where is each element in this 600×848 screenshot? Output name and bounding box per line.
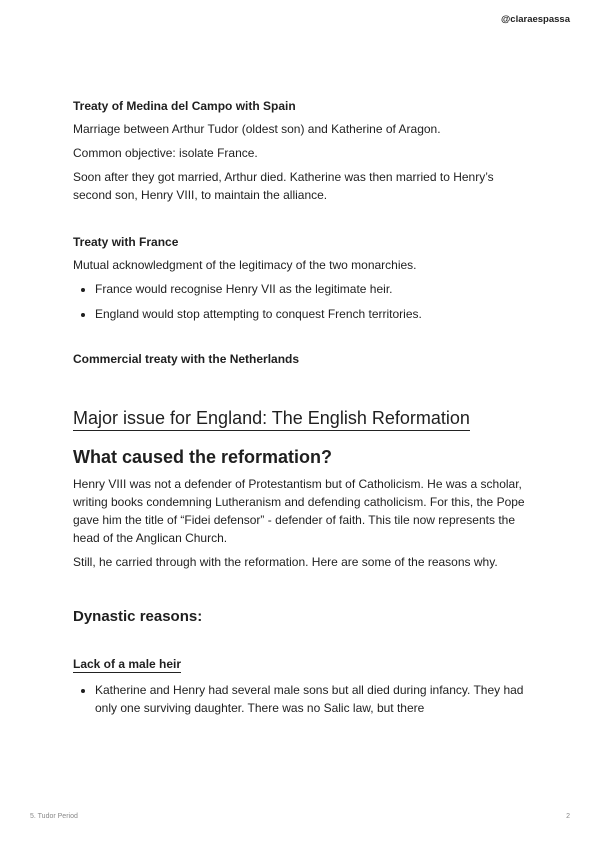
paragraph: Mutual acknowledgment of the legitimacy of the two monarchies. xyxy=(73,258,417,272)
page-content xyxy=(73,98,533,724)
paragraph: Henry VIII was not a defender of Protestantism but of Catholicism. He was a scholar, writing books condemning Lutheranism and defending catholicism. For this, the Pope gave him the title of “Fidei defensor” - defender of faith. This tile now represents the head of the Anglican Church. xyxy=(73,477,525,545)
author-handle: @claraespassa xyxy=(501,14,570,25)
heading-treaty-netherlands: Commercial treaty with the Netherlands xyxy=(73,352,300,366)
heading-what-caused: What caused the reformation? xyxy=(73,447,333,467)
footer-section-title: 5. Tudor Period xyxy=(30,813,78,820)
heading-treaty-france: Treaty with France xyxy=(73,235,179,249)
bullet-list xyxy=(73,681,533,717)
paragraph: Still, he carried through with the reformation. Here are some of the reasons why. xyxy=(73,555,498,569)
list-item: • Katherine and Henry had several male sons but all died during infancy. They had only one surviving daughter. There was no Salic law, but there xyxy=(95,681,533,717)
heading-dynastic-reasons: Dynastic reasons: xyxy=(73,608,203,625)
heading-lack-of-heir: Lack of a male heir xyxy=(73,657,182,671)
list-item: • France would recognise Henry VII as the legitimate heir. xyxy=(95,280,533,298)
paragraph: Common objective: isolate France. xyxy=(73,146,258,160)
page-number: 2 xyxy=(566,813,570,820)
list-item: • England would stop attempting to conquest French territories. xyxy=(95,305,533,323)
heading-treaty-spain: Treaty of Medina del Campo with Spain xyxy=(73,99,296,113)
bullet-list xyxy=(73,280,533,323)
heading-major-issue: Major issue for England: The English Reformation xyxy=(73,407,470,431)
paragraph: Marriage between Arthur Tudor (oldest son) and Katherine of Aragon. xyxy=(73,122,441,136)
paragraph: Soon after they got married, Arthur died. Katherine was then married to Henry’s second son, Henry VIII, to maintain the alliance. xyxy=(73,170,494,202)
